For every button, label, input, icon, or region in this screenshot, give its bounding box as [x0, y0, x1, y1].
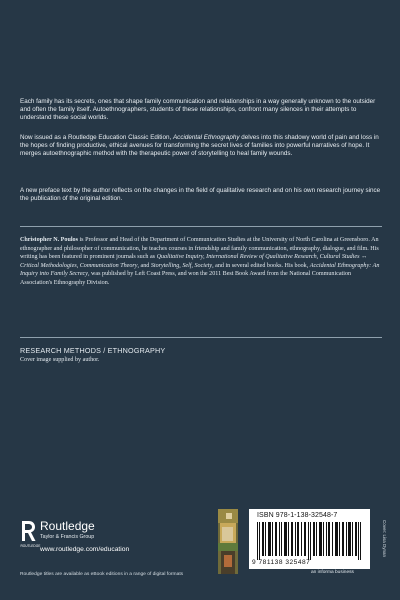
- blurb-text-2a: Now issued as a Routledge Education Classic Edition,: [20, 134, 173, 141]
- publisher-url[interactable]: www.routledge.com/education: [40, 546, 130, 553]
- bio-journals-1: Qualitative Inquiry, International Review of Qualitative Research, Cultural Studies ↔ Critical Methodologies, Communication Theory: [20, 254, 368, 269]
- blurb-text-2: [20, 134, 382, 158]
- isbn-barcode: [249, 509, 370, 569]
- informa-tagline: an informa business: [311, 570, 354, 575]
- author-name: Christopher N. Poulos: [20, 237, 78, 243]
- blurb-text-1: Each family has its secrets, ones that shape family communication and relationships in a way generally unknown to the outsider and often the family itself. Autoethnographers, students of these relationships, confront many silences in their attempts to understand these social worlds.: [20, 98, 376, 121]
- barcode-bars: [257, 522, 361, 560]
- bio-book-title: Accidental Ethnography: An Inquiry into Family Secrecy: [20, 262, 380, 278]
- bio-text-1: is Professor and Head of the Department of Communication Studies at the University of North Carolina at Greensboro. An ethnographer and philosopher of communication, he teaches courses in friendship and family communication, ethnography, dialogue, and film. His writing has been featured in prominent journals such as: [20, 237, 379, 261]
- ebook-note: Routledge titles are available as eBook editions in a range of digital formats: [20, 572, 184, 577]
- blurb-paragraph-2: [20, 134, 382, 158]
- publisher-name: Routledge: [40, 519, 95, 533]
- blurb-text-3: A new preface text by the author reflects on the changes in the field of qualitative research and on his own research journey since the publication of the original edition.: [20, 187, 381, 202]
- bio-journals-2: Storytelling, Self, Society: [150, 262, 213, 269]
- blurb-paragraph-3: [20, 187, 382, 203]
- cover-image-credit: Cover image supplied by author.: [20, 357, 100, 363]
- book-title-mention: Accidental Ethnography: [172, 134, 240, 141]
- divider-top: [20, 226, 382, 227]
- barcode-number: 9 781138 325487: [252, 559, 311, 566]
- publisher-logo: [20, 519, 140, 559]
- cover-thumbnail-image: [218, 509, 238, 574]
- author-bio: [20, 236, 382, 288]
- cover-designer-text: Cover: Lisa Dynan: [382, 519, 388, 558]
- blurb-text-2b: delves into this shadowy world of pain and loss in the hopes of finding productive, ethical avenues for transforming the secret lives of families into powerful narratives of hope. It merges autoethnographic method with the therapeutic power of storytelling to heal family wounds.: [20, 134, 379, 157]
- bio-text-2: , and: [137, 262, 151, 269]
- publisher-group: Taylor & Francis Group: [40, 534, 95, 540]
- cover-designer-credit: [382, 512, 393, 572]
- isbn-text: ISBN 978-1-138-32548-7: [257, 512, 338, 519]
- blurb-paragraph-1: [20, 98, 382, 122]
- bio-text-3: , and in several edited books. His book,: [212, 262, 310, 269]
- svg-text:ROUTLEDGE: ROUTLEDGE: [20, 544, 41, 548]
- bio-text-4: , was published by Left Coast Press, and won the 2011 Best Book Award from the National Communication Association's Ethnography Division.: [20, 271, 352, 286]
- routledge-r-logo-icon: [20, 519, 41, 549]
- subject-category: RESEARCH METHODS / ETHNOGRAPHY: [20, 346, 166, 355]
- divider-bottom: [20, 337, 382, 338]
